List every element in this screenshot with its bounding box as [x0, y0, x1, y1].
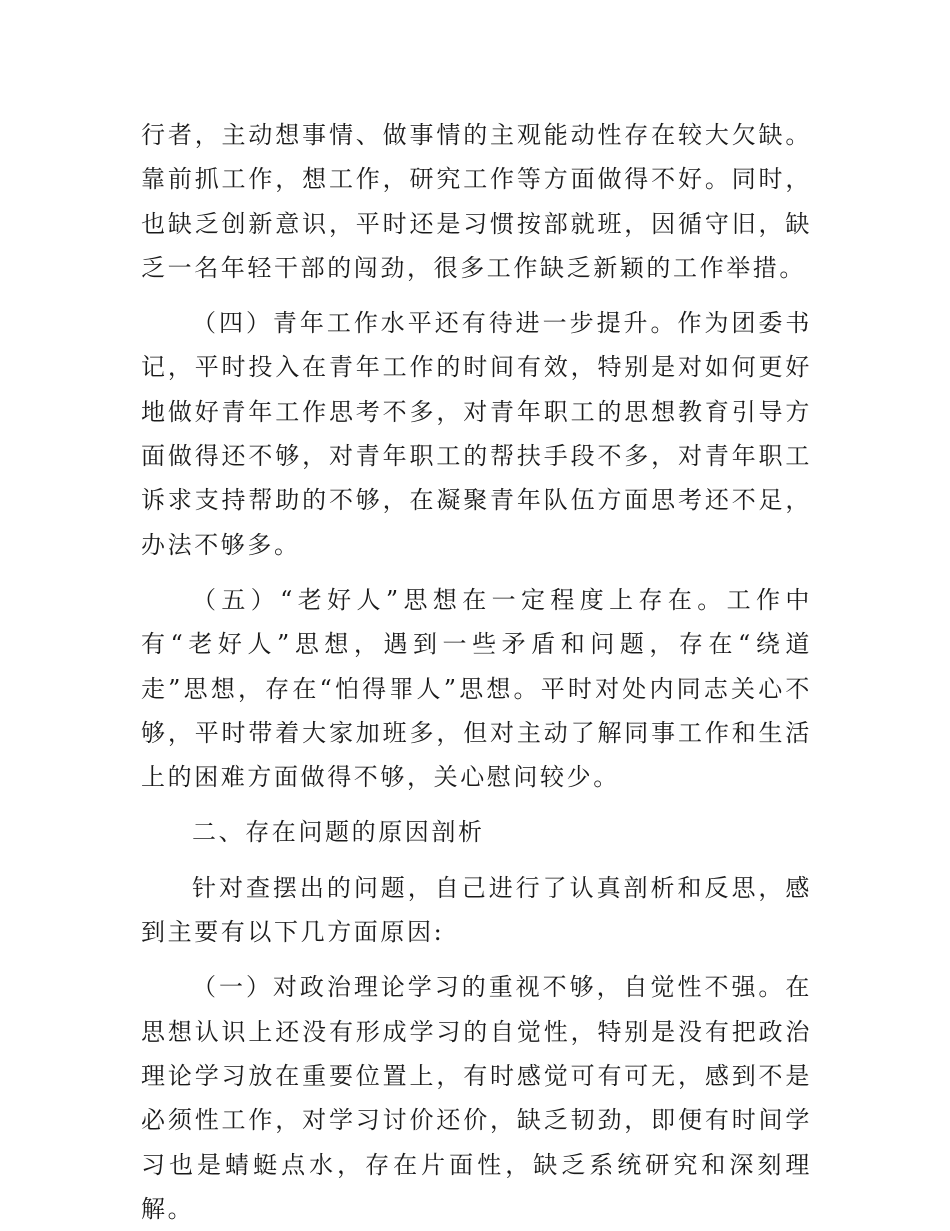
paragraph-item-5: （五）“老好人”思想在一定程度上存在。工作中有“老好人”思想，遇到一些矛盾和问题，存在“绕道走”思想，存在“怕得罪人”思想。平时对处内同志关心不够，平时带着大家加班多，但对主动了解同事工作和生活上的困难方面做得不够，关心慰问较少。: [141, 585, 812, 792]
paragraph-reason-1: （一）对政治理论学习的重视不够，自觉性不强。在思想认识上还没有形成学习的自觉性，特别是没有把政治理论学习放在重要位置上，有时感觉可有可无，感到不是必须性工作，对学习讨价还价，缺乏韧劲，即便有时间学习也是蜻蜓点水，存在片面性，缺乏系统研究和深刻理解。: [141, 973, 812, 1223]
paragraph-continuation: 行者，主动想事情、做事情的主观能动性存在较大欠缺。靠前抓工作，想工作，研究工作等方面做得不好。同时，也缺乏创新意识，平时还是习惯按部就班，因循守旧，缺乏一名年轻干部的闯劲，很多工作缺乏新颖的工作举措。: [141, 121, 812, 282]
paragraph-item-4: （四）青年工作水平还有待进一步提升。作为团委书记，平时投入在青年工作的时间有效，特别是对如何更好地做好青年工作思考不多，对青年职工的思想教育引导方面做得还不够，对青年职工的帮扶手段不多，对青年职工诉求支持帮助的不够，在凝聚青年队伍方面思考还不足，办法不够多。: [141, 309, 812, 559]
section-heading-cause-analysis: 二、存在问题的原因剖析: [192, 818, 485, 847]
paragraph-section-intro: 针对查摆出的问题，自己进行了认真剖析和反思，感到主要有以下几方面原因:: [141, 873, 812, 947]
